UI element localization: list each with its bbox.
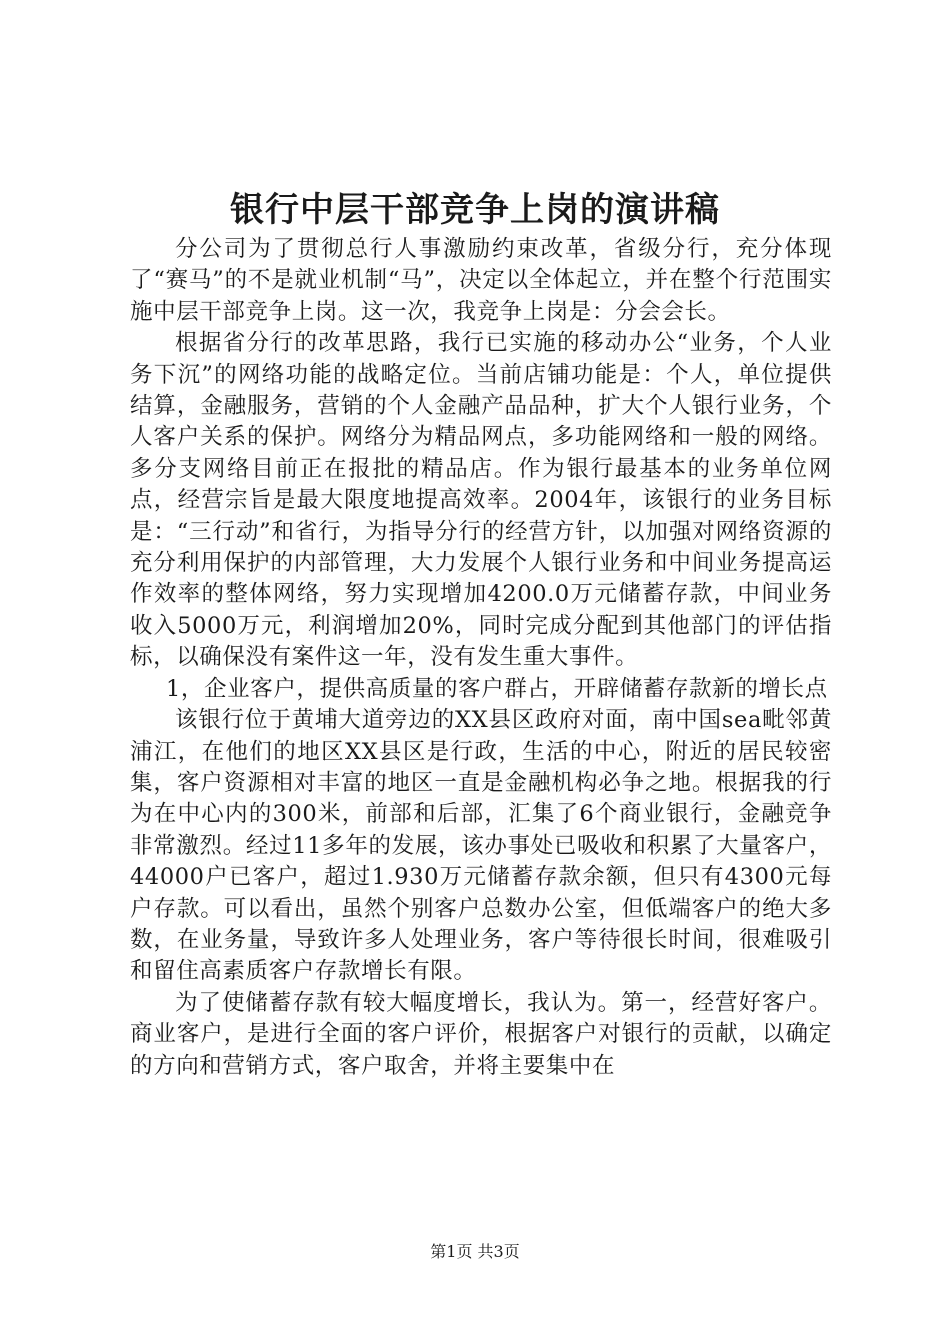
paragraph-item-1: 1，企业客户，提供高质量的客户群占，开辟储蓄存款新的增长点 <box>166 675 828 702</box>
document-body <box>130 234 832 1082</box>
paragraph-intro: 分公司为了贯彻总行人事激励约束改革，省级分行，充分体现了“赛马”的不是就业机制“马”，决定以全体起立，并在整个行范围实施中层干部竞争上岗。这一次，我竞争上岗是：分会会长。 <box>130 236 832 325</box>
page-footer: 第1页 共3页 <box>430 1242 520 1261</box>
paragraph-deposit-growth: 为了使储蓄存款有较大幅度增长，我认为。第一，经营好客户。商业客户，是进行全面的客户评价，根据客户对银行的贡献，以确定的方向和营销方式，客户取舍，并将主要集中在 <box>130 989 832 1079</box>
paragraph-location: 该银行位于黄埔大道旁边的XX县区政府对面，南中国sea毗邻黄浦江，在他们的地区XX县区是行政，生活的中心，附近的居民较密集，客户资源相对丰富的地区一直是金融机构必争之地。根据我的行为在中心内的300米，前部和后部，汇集了6个商业银行，金融竞争非常激烈。经过11多年的发展，该办事处已吸收和积累了大量客户，44000户已客户，超过1.930万元储蓄存款余额，但只有4300元每户存款。可以看出，虽然个别客户总数办公室，但低端客户的绝大多数，在业务量，导致许多人处理业务，客户等待很长时间，很难吸引和留住高素质客户存款增长有限。 <box>130 707 832 985</box>
document-title: 银行中层干部竞争上岗的演讲稿 <box>230 190 720 230</box>
paragraph-strategy: 根据省分行的改革思路，我行已实施的移动办公“业务，个人业务下沉”的网络功能的战略定位。当前店铺功能是：个人，单位提供结算，金融服务，营销的个人金融产品品种，扩大个人银行业务，个人客户关系的保护。网络分为精品网点，多功能网络和一般的网络。多分支网络目前正在报批的精品店。作为银行最基本的业务单位网点，经营宗旨是最大限度地提高效率。2004年，该银行的业务目标是：“三行动”和省行，为指导分行的经营方针，以加强对网络资源的充分利用保护的内部管理，大力发展个人银行业务和中间业务提高运作效率的整体网络，努力实现增加4200.0万元储蓄存款，中间业务收入5000万元，利润增加20%，同时完成分配到其他部门的评估指标，以确保没有案件这一年，没有发生重大事件。 <box>130 330 832 671</box>
